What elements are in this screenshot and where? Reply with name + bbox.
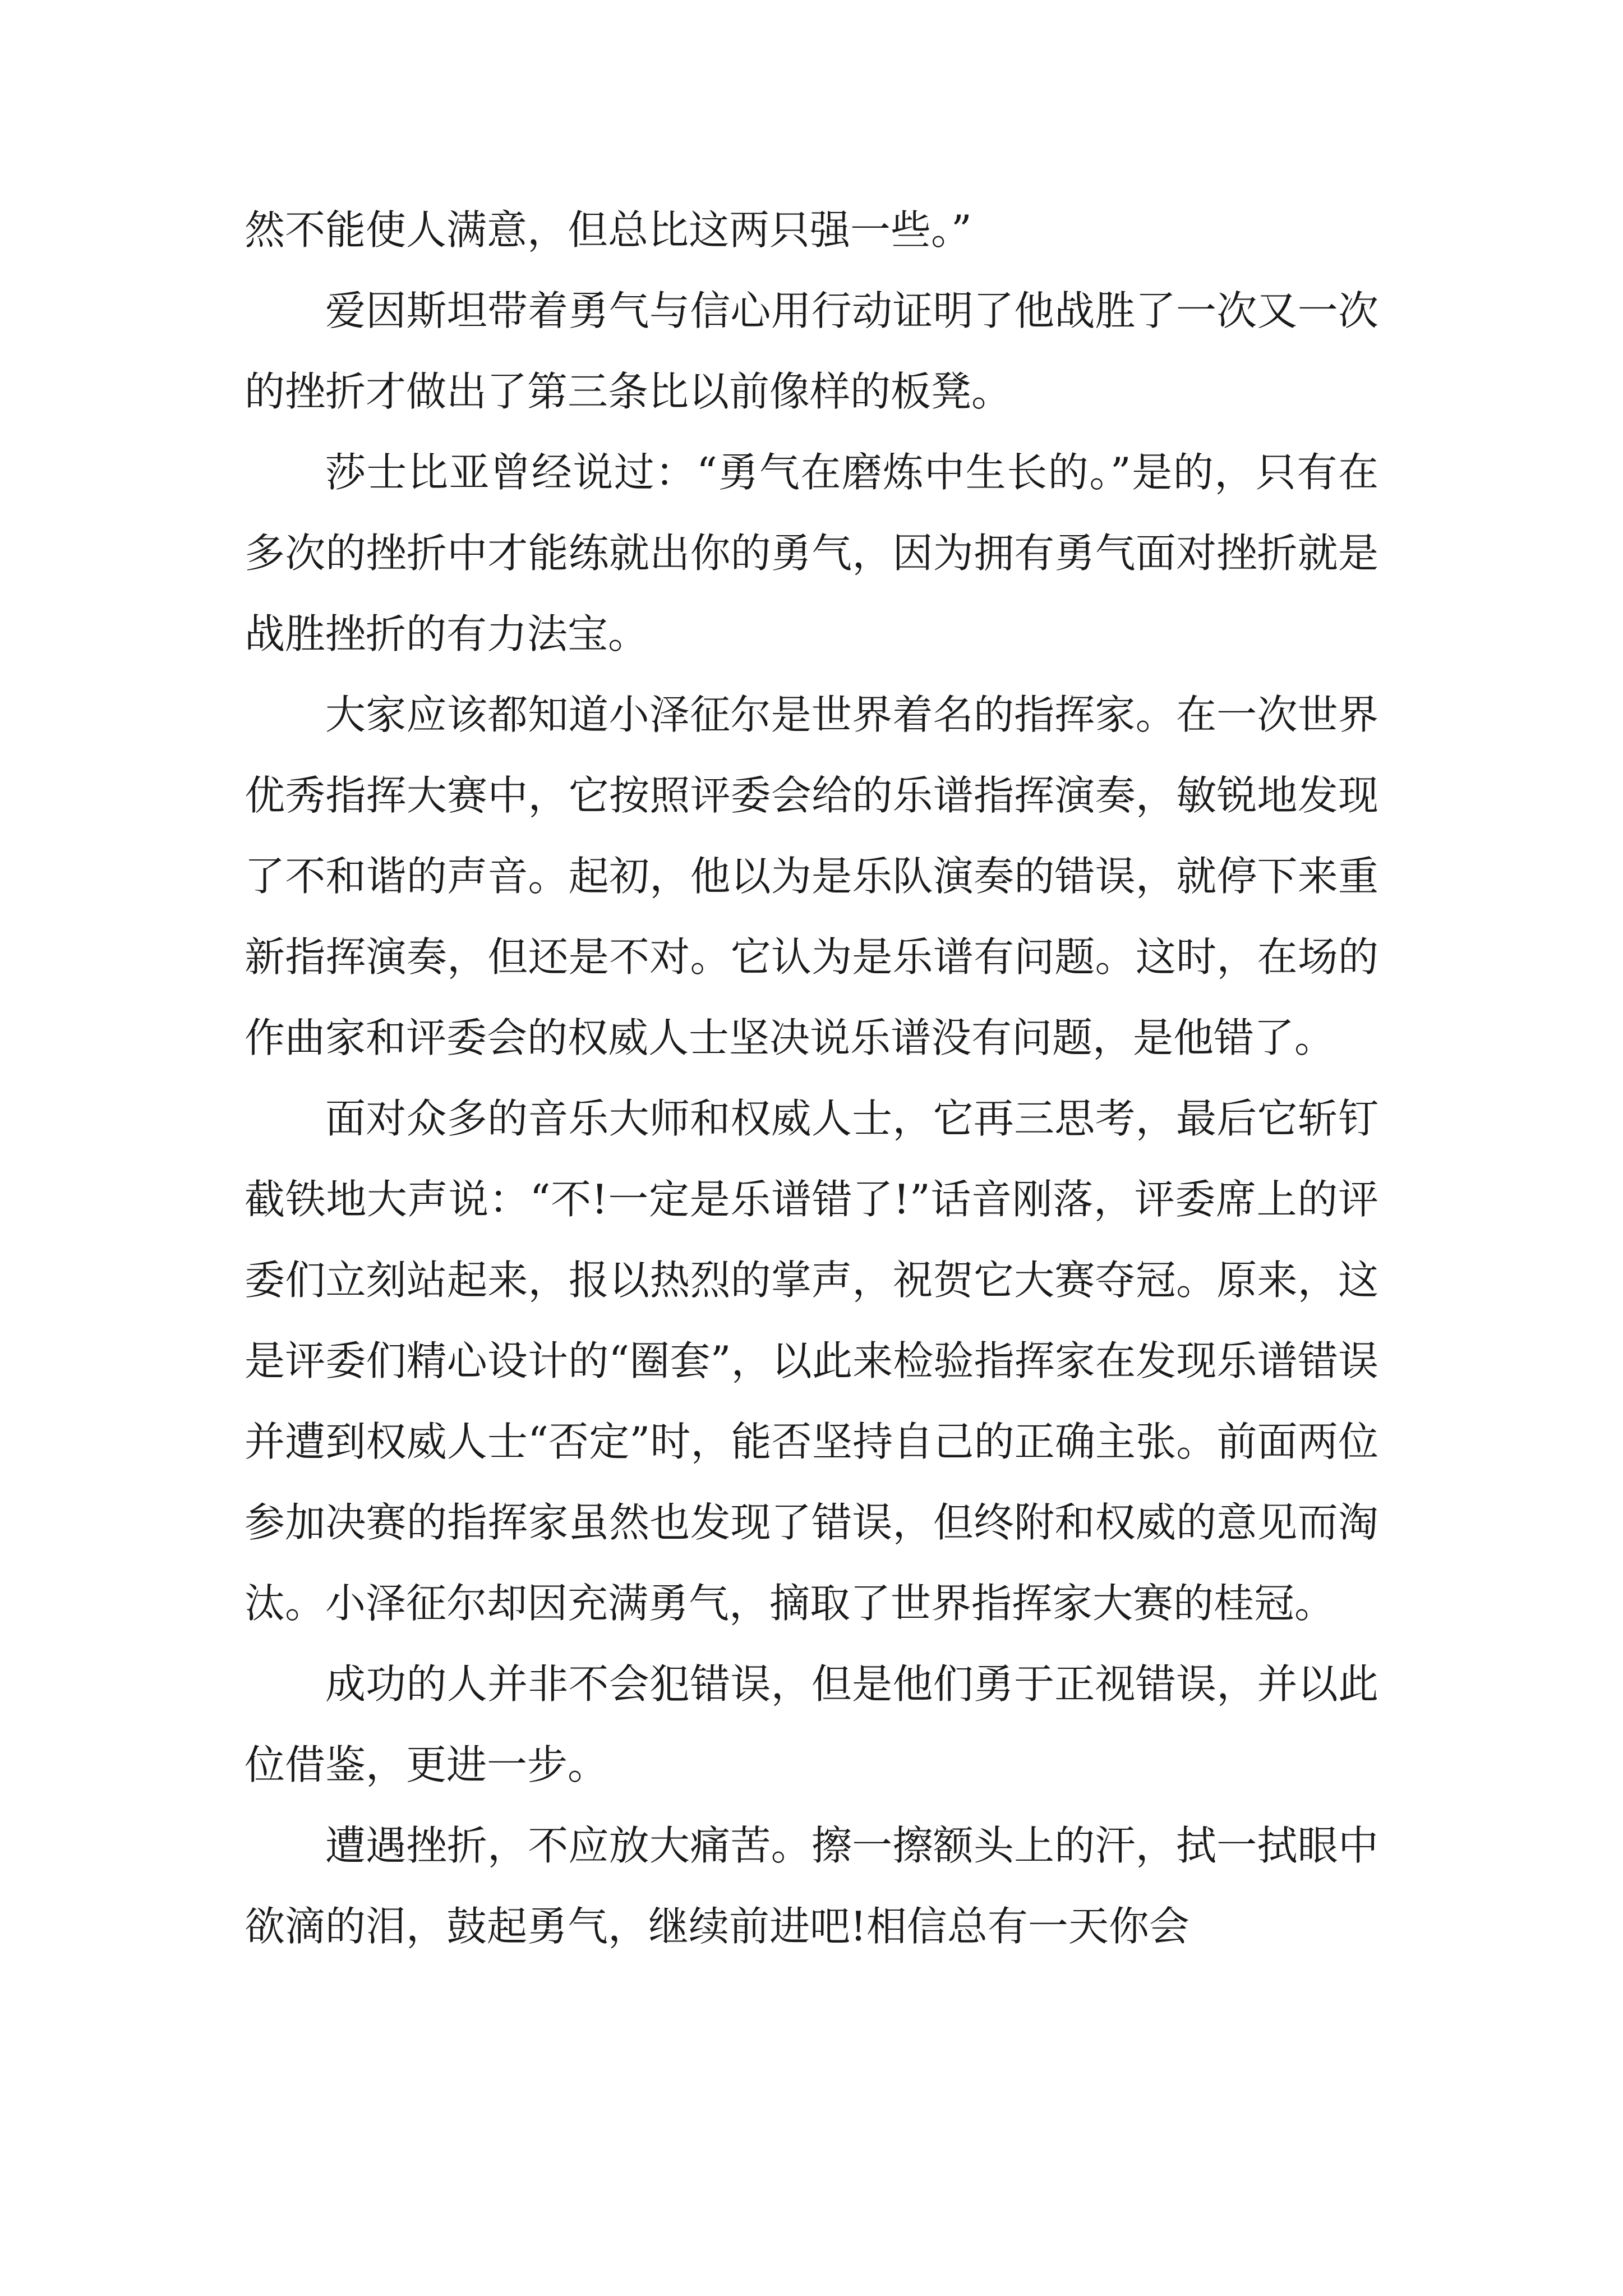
paragraph-1: 然不能使人满意，但总比这两只强一些。” — [245, 206, 972, 254]
paragraph-4: 大家应该都知道小泽征尔是世界着名的指挥家。在一次世界优秀指挥大赛中，它按照评委会给的乐谱指挥演奏，敏锐地发现了不和谐的声音。起初，他以为是乐队演奏的错误，就停下来重新指挥演奏，但还是不对。它认为是乐谱有问题。这时，在场的作曲家和评委会的权威人士坚决说乐谱没有问题，是他错了。 — [245, 691, 1378, 1061]
document-body — [245, 190, 1378, 1967]
paragraph-3: 莎士比亚曾经说过：“勇气在磨炼中生长的。”是的，只有在多次的挫折中才能练就出你的勇气，因为拥有勇气面对挫折就是战胜挫折的有力法宝。 — [245, 449, 1378, 657]
paragraph-2: 爱因斯坦带着勇气与信心用行动证明了他战胜了一次又一次的挫折才做出了第三条比以前像样的板凳。 — [245, 287, 1378, 415]
paragraph-6: 成功的人并非不会犯错误，但是他们勇于正视错误，并以此位借鉴，更进一步。 — [245, 1660, 1378, 1788]
paragraph-7: 遭遇挫折，不应放大痛苦。擦一擦额头上的汗，拭一拭眼中欲滴的泪，鼓起勇气，继续前进吧!相信总有一天你会 — [245, 1822, 1378, 1950]
paragraph-5: 面对众多的音乐大师和权威人士，它再三思考，最后它斩钉截铁地大声说：“不!一定是乐谱错了!”话音刚落，评委席上的评委们立刻站起来，报以热烈的掌声，祝贺它大赛夺冠。原来，这是评委们精心设计的“圈套”，以此来检验指挥家在发现乐谱错误并遭到权威人士“否定”时，能否坚持自己的正确主张。前面两位参加决赛的指挥家虽然也发现了错误，但终附和权威的意见而淘汰。小泽征尔却因充满勇气，摘取了世界指挥家大赛的桂冠。 — [245, 1095, 1378, 1627]
